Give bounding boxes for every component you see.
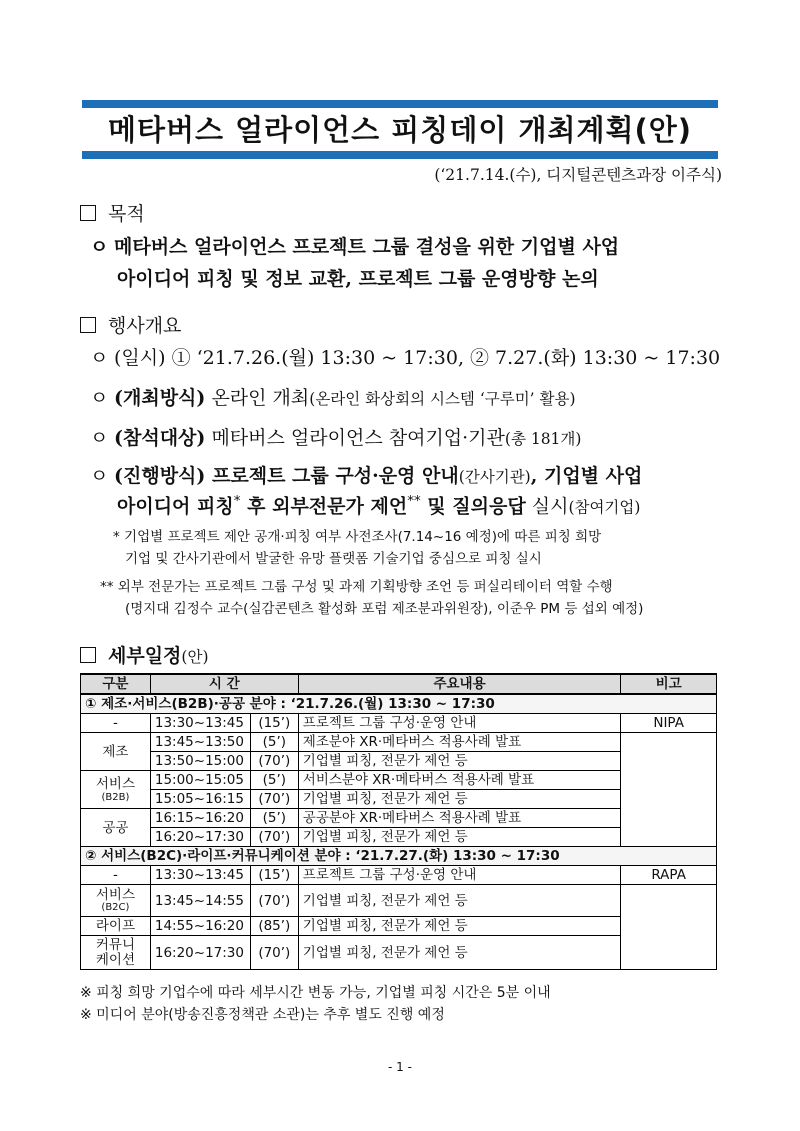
table-row: 16:20~17:30 (70’) 기업별 피칭, 전문가 제언 등 (81, 828, 717, 847)
table-row: 13:50~15:00 (70’) 기업별 피칭, 전문가 제언 등 (81, 752, 717, 771)
table-row: 공공 16:15~16:20 (5’) 공공분야 XR·메타버스 적용사례 발표 (81, 809, 717, 828)
header-time: 시 간 (150, 674, 298, 694)
circle-bullet-icon: ㅇ (90, 427, 109, 449)
table-row: 제조 13:45~13:50 (5’) 제조분야 XR·메타버스 적용사례 발표 (81, 733, 717, 752)
page-number: - 1 - (388, 1060, 412, 1074)
overview-note-2-line2: (명지대 김정수 교수(실감콘텐츠 활성화 포럼 제조분과위원장), 이준우 PM 등 섭외 예정) (125, 601, 644, 617)
band-day1: ① 제조·서비스(B2B)·공공 분야 : ‘21.7.26.(월) 13:30 ~ 17:30 (81, 694, 717, 714)
checkbox-square-icon (80, 317, 96, 333)
table-header-row (81, 674, 717, 694)
overview-note-1-line1: * 기업별 프로젝트 제안 공개·피칭 여부 사전조사(7.14~16 예정)에 따른 피칭 희망 (113, 529, 602, 545)
section-detail-heading: 세부일정(안) (80, 641, 209, 668)
checkbox-square-icon (80, 205, 96, 221)
checkbox-square-icon (80, 647, 96, 663)
header-content: 주요내용 (298, 674, 621, 694)
circle-bullet-icon: ㅇ (90, 236, 109, 258)
overview-method: ㅇ (개최방식) 온라인 개최(온라인 화상회의 시스템 ‘구루미’ 활용) (90, 382, 576, 415)
header-note: 비고 (621, 674, 717, 694)
section-overview-heading: 행사개요 (80, 311, 181, 338)
date-line: (‘21.7.14.(수), 디지털콘텐츠과장 이주식) (434, 166, 722, 184)
purpose-line-2: 아이디어 피칭 및 정보 교환, 프로젝트 그룹 운영방향 논의 (117, 268, 599, 290)
table-row: 서비스 (B2C) 13:45~14:55 (70’) 기업별 피칭, 전문가 제언 등 (81, 885, 717, 917)
overview-target: ㅇ (참석대상) 메타버스 얼라이언스 참여기업·기관(총 181개) (90, 422, 581, 455)
document-title: 메타버스 얼라이언스 피칭데이 개최계획(안) (107, 113, 693, 147)
table-row: 라이프 14:55~16:20 (85’) 기업별 피칭, 전문가 제언 등 (81, 917, 717, 936)
overview-note-1-line2: 기업 및 간사기관에서 발굴한 유망 플랫폼 기술기업 중심으로 피칭 실시 (125, 551, 542, 567)
footnote-1: ※ 피칭 희망 기업수에 따라 세부시간 변동 가능, 기업별 피칭 시간은 5분 이내 (80, 985, 551, 1001)
band-day2: ② 서비스(B2C)·라이프·커뮤니케이션 분야 : ‘21.7.27.(화) 13:30 ~ 17:30 (81, 847, 717, 866)
overview-note-2-line1: ** 외부 전문가는 프로젝트 그룹 구성 및 과제 기획방향 조언 등 퍼실리테이터 역할 수행 (100, 579, 613, 595)
overview-procedure-line2: 아이디어 피칭* 후 외부전문가 제언** 및 질의응답 실시(참여기업) (117, 493, 641, 518)
table-row: 서비스 (B2B) 15:00~15:05 (5’) 서비스분야 XR·메타버스 적용사례 발표 (81, 771, 717, 790)
circle-bullet-icon: ㅇ (90, 347, 109, 369)
circle-bullet-icon: ㅇ (90, 387, 109, 409)
table-row: - 13:30~13:45 (15’) 프로젝트 그룹 구성·운영 안내 NIPA (81, 714, 717, 733)
table-row: - 13:30~13:45 (15’) 프로젝트 그룹 구성·운영 안내 RAPA (81, 866, 717, 885)
table-row: 15:05~16:15 (70’) 기업별 피칭, 전문가 제언 등 (81, 790, 717, 809)
table-row: 커뮤니 케이션 16:20~17:30 (70’) 기업별 피칭, 전문가 제언 등 (81, 936, 717, 970)
schedule-table (80, 673, 717, 970)
purpose-line-1: ㅇ 메타버스 얼라이언스 프로젝트 그룹 결성을 위한 기업별 사업 (90, 231, 619, 263)
overview-schedule: ㅇ (일시) ① ‘21.7.26.(월) 13:30 ~ 17:30, ② 7.27.(화) 13:30 ~ 17:30 (90, 342, 720, 374)
header-group: 구분 (81, 674, 151, 694)
footnote-2: ※ 미디어 분야(방송진흥정책관 소관)는 추후 별도 진행 예정 (80, 1007, 445, 1023)
circle-bullet-icon: ㅇ (90, 465, 109, 487)
title-rule-top (82, 100, 718, 108)
title-rule-bottom (82, 151, 718, 159)
overview-procedure-line1: ㅇ (진행방식) 프로젝트 그룹 구성·운영 안내(간사기관), 기업별 사업 (90, 460, 642, 493)
section-purpose-heading: 목적 (80, 199, 145, 226)
